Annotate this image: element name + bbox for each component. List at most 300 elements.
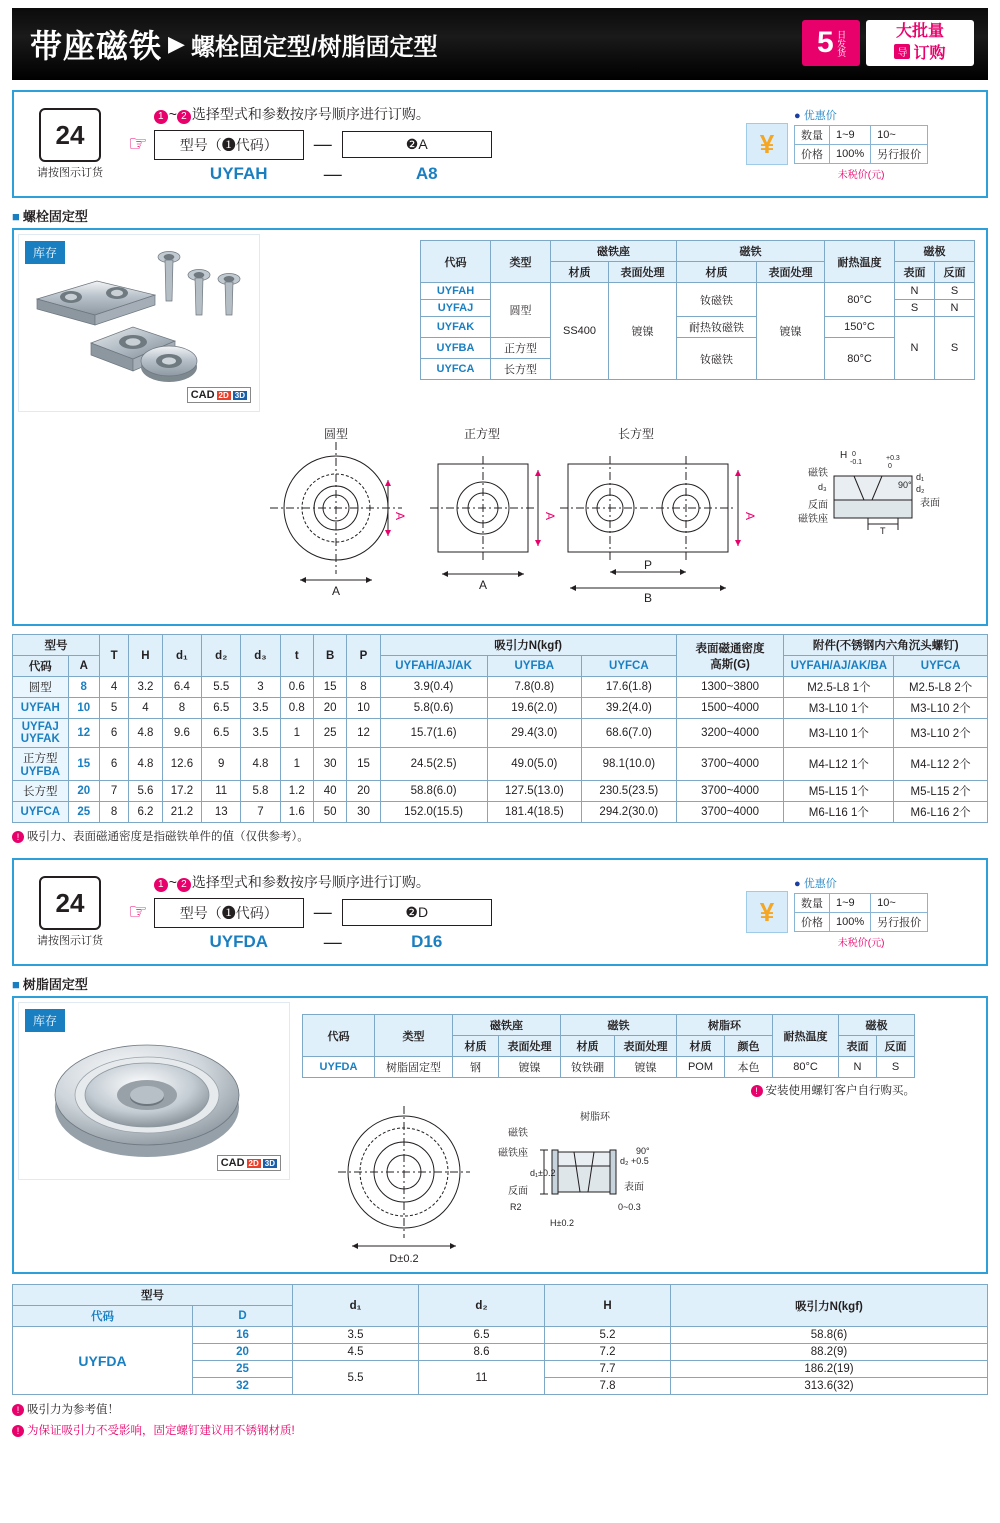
cell-acc2: M5-L15 2个 bbox=[894, 781, 988, 802]
th-seat-fin: 表面处理 bbox=[609, 262, 677, 283]
th-d3: d₃ bbox=[241, 635, 280, 677]
cell-H: 4.8 bbox=[129, 748, 162, 781]
price-row-label-qty-2: 数量 bbox=[795, 894, 830, 913]
order-example-row-1 bbox=[154, 164, 746, 185]
example-model-code-1: UYFAH bbox=[209, 164, 268, 183]
order-instruction-box-1 bbox=[12, 90, 988, 198]
cell-flux: 3700~4000 bbox=[676, 802, 784, 823]
cell-pole-back: S bbox=[935, 283, 975, 300]
cell-acc1: M3-L10 1个 bbox=[784, 698, 894, 719]
dim-a-round-bottom: A bbox=[331, 584, 341, 598]
order-instruction-text-2: 1 ~ 2 选择型式和参数按序号顺序进行订购。 bbox=[154, 872, 746, 892]
th-seat-mat: 材质 bbox=[551, 262, 609, 283]
cell-P: 30 bbox=[347, 802, 380, 823]
svg-text:0: 0 bbox=[888, 463, 892, 470]
cell-A: 8 bbox=[68, 677, 99, 698]
dimension-drawings-bolt bbox=[14, 420, 986, 620]
th-P: P bbox=[347, 635, 380, 677]
phone-24h-icon bbox=[39, 108, 101, 162]
example-dash-2: — bbox=[323, 931, 342, 952]
badge-5day bbox=[802, 20, 860, 66]
cell3-d2: 8.6 bbox=[419, 1344, 545, 1361]
cell-force3: 39.2(4.0) bbox=[582, 698, 677, 719]
cell-code: UYFAH bbox=[421, 283, 491, 300]
example-param-1: A8 bbox=[415, 164, 438, 183]
label-90-resin: 90° bbox=[636, 1146, 650, 1156]
cell-d1: 17.2 bbox=[162, 781, 201, 802]
catalog-page bbox=[0, 8, 1000, 1523]
cell-type: 长方型 bbox=[491, 359, 551, 380]
cell-d2: 9 bbox=[202, 748, 241, 781]
section-label-resin: ■ 树脂固定型 bbox=[12, 977, 88, 992]
badge-5day-number: 5 bbox=[816, 26, 834, 59]
param-d-field-2[interactable]: ❷D bbox=[342, 899, 492, 926]
pointing-hand-icon-1: ☞ bbox=[128, 131, 148, 156]
cell-H: 4.8 bbox=[129, 719, 162, 748]
dim-D-resin: D±0.2 bbox=[389, 1253, 419, 1265]
label-d3: d₃ bbox=[818, 482, 827, 492]
cell-force2: 7.8(0.8) bbox=[487, 677, 582, 698]
label-R2-resin: R2 bbox=[510, 1202, 522, 1212]
resin-type-panel bbox=[12, 996, 988, 1274]
phone-order-caption-2: 请按图示订货 bbox=[37, 935, 103, 947]
price-block-2 bbox=[746, 875, 986, 949]
cell-acc2: M2.5-L8 2个 bbox=[894, 677, 988, 698]
cell-d1: 8 bbox=[162, 698, 201, 719]
order-dash-2: — bbox=[313, 902, 332, 922]
header-badges bbox=[802, 20, 974, 66]
label-d2-resin: d₂ +0.5 bbox=[620, 1156, 649, 1166]
phone-order-caption-1: 请按图示订货 bbox=[37, 167, 103, 179]
cell-B: 20 bbox=[314, 698, 347, 719]
cell-flux: 1300~3800 bbox=[676, 677, 784, 698]
cell3-d2: 6.5 bbox=[419, 1327, 545, 1344]
param-a-field-1[interactable]: ❷A bbox=[342, 131, 492, 158]
th-magnet: 磁铁 bbox=[677, 241, 825, 262]
phone-icon-number-2: 24 bbox=[55, 887, 85, 918]
table-row bbox=[13, 802, 988, 823]
order-fields-1 bbox=[148, 104, 746, 185]
th-type: 类型 bbox=[491, 241, 551, 283]
pointing-hand-icon-2: ☞ bbox=[128, 899, 148, 924]
example-dash-1: — bbox=[323, 163, 342, 184]
table-row bbox=[13, 698, 988, 719]
cell-B: 50 bbox=[314, 802, 347, 823]
table-row bbox=[421, 338, 975, 359]
bolt-type-panel bbox=[12, 228, 988, 626]
table-row bbox=[421, 283, 975, 300]
dimension-drawing-svg-2 bbox=[294, 1094, 794, 1274]
cell-d1: 9.6 bbox=[162, 719, 201, 748]
dimension-drawings-resin bbox=[294, 1094, 794, 1274]
cell-force1: 24.5(2.5) bbox=[380, 748, 487, 781]
label-H-resin: H±0.2 bbox=[550, 1218, 574, 1228]
cell-H: 3.2 bbox=[129, 677, 162, 698]
th-force-ba: UYFBA bbox=[487, 656, 582, 677]
price-table-2 bbox=[794, 893, 928, 932]
cell-force2: 181.4(18.5) bbox=[487, 802, 582, 823]
th2-temp: 耐热温度 bbox=[773, 1015, 839, 1057]
order-instruction-label-1: 选择型式和参数按序号顺序进行订购。 bbox=[191, 105, 430, 122]
cell3-force: 313.6(32) bbox=[671, 1378, 988, 1395]
th2-mag-mat: 材质 bbox=[561, 1036, 615, 1057]
note-force-2: ! 吸引力为参考值！ bbox=[12, 1401, 988, 1417]
phone-24h-icon-2 bbox=[39, 876, 101, 930]
price-row-label-price-2: 价格 bbox=[795, 913, 830, 932]
cell-d3: 4.8 bbox=[241, 748, 280, 781]
order-instruction-box-2 bbox=[12, 858, 988, 966]
cell-temp: 150°C bbox=[825, 317, 895, 338]
th-code: 代码 bbox=[13, 656, 69, 677]
cell3-H: 7.2 bbox=[545, 1344, 671, 1361]
th2-pole-back: 反面 bbox=[877, 1036, 915, 1057]
svg-text:-0.1: -0.1 bbox=[850, 459, 863, 466]
label-d2: d₂ bbox=[916, 484, 925, 494]
note-screw-material: ! 为保证吸引力不受影响，固定螺钉建议用不锈钢材质! bbox=[12, 1422, 988, 1438]
price-row-label-price: 价格 bbox=[795, 145, 830, 164]
dim-b-rect: B bbox=[643, 591, 653, 605]
cell-code: UYFBA bbox=[421, 338, 491, 359]
th2-seat: 磁铁座 bbox=[453, 1015, 561, 1036]
cell3-H: 5.2 bbox=[545, 1327, 671, 1344]
label-ring-resin: 树脂环 bbox=[580, 1112, 610, 1123]
cell-t: 1.6 bbox=[280, 802, 313, 823]
cell-d2: 5.5 bbox=[202, 677, 241, 698]
row-type-label: UYFAH bbox=[13, 698, 69, 719]
cell3-force: 58.8(6) bbox=[671, 1327, 988, 1344]
phone-order-block-1 bbox=[14, 92, 126, 196]
cell-d2: 13 bbox=[202, 802, 241, 823]
cell-d3: 7 bbox=[241, 802, 280, 823]
table-row bbox=[13, 1327, 988, 1344]
cell-d2: 11 bbox=[202, 781, 241, 802]
badge-bulk-line2: 订购 bbox=[913, 45, 946, 63]
label-seat-resin: 磁铁座 bbox=[498, 1148, 528, 1159]
cell-force1: 15.7(1.6) bbox=[380, 719, 487, 748]
cell-acc2: M3-L10 2个 bbox=[894, 719, 988, 748]
spec-table-bolt bbox=[12, 634, 988, 823]
th-pole-back: 反面 bbox=[935, 262, 975, 283]
price-val-2-2: 另行报价 bbox=[871, 913, 928, 932]
cell-force2: 49.0(5.0) bbox=[487, 748, 582, 781]
table-row bbox=[13, 719, 988, 748]
th2-seat-mat: 材质 bbox=[453, 1036, 499, 1057]
cell-flux: 3700~4000 bbox=[676, 748, 784, 781]
th-force: 吸引力N(kgf) bbox=[380, 635, 676, 656]
row-type-label: UYFAJ UYFAK bbox=[13, 719, 69, 748]
cell-force3: 17.6(1.8) bbox=[582, 677, 677, 698]
yen-icon-2: ¥ bbox=[746, 891, 788, 933]
table-row bbox=[303, 1057, 915, 1078]
cell2-temp: 80°C bbox=[773, 1057, 839, 1078]
cell-type: 圆型 bbox=[491, 283, 551, 338]
cell2-res-mat: POM bbox=[677, 1057, 725, 1078]
cell-force3: 294.2(30.0) bbox=[582, 802, 677, 823]
cell-B: 40 bbox=[314, 781, 347, 802]
th3-d1: d₁ bbox=[293, 1285, 419, 1327]
cell-H: 6.2 bbox=[129, 802, 162, 823]
phone-order-block-2 bbox=[14, 860, 126, 964]
cell-force1: 5.8(0.6) bbox=[380, 698, 487, 719]
cell-pole-front: N bbox=[895, 283, 935, 300]
dim-p-rect: P bbox=[643, 558, 653, 572]
order-example-row-2 bbox=[154, 932, 746, 953]
cell2-mag-mat: 钕铁硼 bbox=[561, 1057, 615, 1078]
stock-badge-2: 库存 bbox=[25, 1009, 65, 1032]
label-rect-type: 长方型 bbox=[617, 427, 655, 441]
cell-temp: 80°C bbox=[825, 338, 895, 380]
model-code-field-1[interactable]: 型号（❶代码） bbox=[154, 130, 304, 160]
th2-pole-front: 表面 bbox=[839, 1036, 877, 1057]
cell-A: 25 bbox=[68, 802, 99, 823]
cell-A: 12 bbox=[68, 719, 99, 748]
type-table-bolt-wrap bbox=[420, 240, 975, 380]
order-fields-2 bbox=[148, 872, 746, 953]
price-val-1-2: 100% bbox=[830, 913, 871, 932]
th-acc-ca: UYFCA bbox=[894, 656, 988, 677]
th2-code: 代码 bbox=[303, 1015, 375, 1057]
product-photo-resin bbox=[18, 1002, 290, 1180]
order-code-row-1 bbox=[154, 130, 746, 160]
cell-mag-mat: 钕磁铁 bbox=[677, 338, 757, 380]
cell-t: 1 bbox=[280, 748, 313, 781]
th2-type: 类型 bbox=[375, 1015, 453, 1057]
cell-B: 30 bbox=[314, 748, 347, 781]
cell-T: 8 bbox=[99, 802, 128, 823]
cell-acc2: M6-L16 2个 bbox=[894, 802, 988, 823]
th-model: 型号 bbox=[13, 635, 100, 656]
cell2-code: UYFDA bbox=[303, 1057, 375, 1078]
cell-seat-mat: SS400 bbox=[551, 283, 609, 380]
row-type-label: 正方型 UYFBA bbox=[13, 748, 69, 781]
type-table-resin-wrap bbox=[302, 1014, 915, 1103]
cell3-force: 88.2(9) bbox=[671, 1344, 988, 1361]
type-table-resin bbox=[302, 1014, 915, 1078]
spec-table-resin bbox=[12, 1284, 988, 1395]
cell-code: UYFAK bbox=[421, 317, 491, 338]
price-val-2: 另行报价 bbox=[871, 145, 928, 164]
page-subtitle: 螺栓固定型/树脂固定型 bbox=[190, 33, 438, 61]
dimension-drawing-svg-1 bbox=[14, 420, 986, 620]
cell-t: 1.2 bbox=[280, 781, 313, 802]
cell3-H: 7.8 bbox=[545, 1378, 671, 1395]
cell-d2: 6.5 bbox=[202, 719, 241, 748]
cell3-D: 32 bbox=[193, 1378, 293, 1395]
cell-acc2: M4-L12 2个 bbox=[894, 748, 988, 781]
cell-P: 8 bbox=[347, 677, 380, 698]
cell-force3: 230.5(23.5) bbox=[582, 781, 677, 802]
cell-T: 7 bbox=[99, 781, 128, 802]
svg-text:0: 0 bbox=[852, 451, 856, 458]
cell-acc1: M4-L12 1个 bbox=[784, 748, 894, 781]
cell-mag-mat: 钕磁铁 bbox=[677, 283, 757, 317]
cell-B: 25 bbox=[314, 719, 347, 748]
cell-force3: 98.1(10.0) bbox=[582, 748, 677, 781]
cell3-D: 25 bbox=[193, 1361, 293, 1378]
th-mag-mat: 材质 bbox=[677, 262, 757, 283]
th2-magnet: 磁铁 bbox=[561, 1015, 677, 1036]
cell-d3: 3.5 bbox=[241, 698, 280, 719]
cad-badge-2[interactable]: CAD 2D 3D bbox=[217, 1155, 281, 1171]
th-force-ca: UYFCA bbox=[582, 656, 677, 677]
th-d2: d₂ bbox=[202, 635, 241, 677]
cell-seat-fin: 镀镍 bbox=[609, 283, 677, 380]
note-force-1: ! 吸引力、表面磁通密度是指磁铁单件的值（仅供参考）。 bbox=[12, 828, 988, 844]
yen-icon-1: ¥ bbox=[746, 123, 788, 165]
cell-P: 12 bbox=[347, 719, 380, 748]
cell-acc1: M3-L10 1个 bbox=[784, 719, 894, 748]
dim-a-square: A bbox=[543, 512, 557, 521]
cell2-mag-fin: 镀镍 bbox=[615, 1057, 677, 1078]
example-model-code-2: UYFDA bbox=[209, 932, 269, 951]
cell-force2: 127.5(13.0) bbox=[487, 781, 582, 802]
table-row bbox=[13, 748, 988, 781]
cell-pole-back: S bbox=[935, 317, 975, 380]
cell-force3: 68.6(7.0) bbox=[582, 719, 677, 748]
price-row-label-qty: 数量 bbox=[795, 126, 830, 145]
th-pole: 磁极 bbox=[895, 241, 975, 262]
label-back-sec: 反面 bbox=[808, 500, 828, 511]
cell2-pole-front: N bbox=[839, 1057, 877, 1078]
th3-H: H bbox=[545, 1285, 671, 1327]
row-type-label: UYFCA bbox=[13, 802, 69, 823]
table-row bbox=[13, 677, 988, 698]
label-back-resin: 反面 bbox=[508, 1186, 528, 1197]
th-accessory: 附件(不锈钢内六角沉头螺钉) bbox=[784, 635, 988, 656]
price-title-1: ● 优惠价 bbox=[794, 110, 837, 122]
cell-H: 4 bbox=[129, 698, 162, 719]
badge-bulk-order bbox=[866, 20, 974, 66]
cell-d1: 21.2 bbox=[162, 802, 201, 823]
type-table-bolt bbox=[420, 240, 975, 380]
cell-P: 15 bbox=[347, 748, 380, 781]
dim-a-square-bottom: A bbox=[478, 578, 488, 592]
cell-d3: 3.5 bbox=[241, 719, 280, 748]
price-table-1 bbox=[794, 125, 928, 164]
badge-bulk-icon: 导 bbox=[894, 44, 910, 59]
th-flux: 表面磁通密度 高斯(G) bbox=[676, 635, 784, 677]
th2-ring: 树脂环 bbox=[677, 1015, 773, 1036]
order-instruction-text-1: 1 ~ 2 选择型式和参数按序号顺序进行订购。 bbox=[154, 104, 746, 124]
th-T: T bbox=[99, 635, 128, 677]
cell3-d1: 3.5 bbox=[293, 1327, 419, 1344]
th3-model: 型号 bbox=[13, 1285, 293, 1306]
svg-text:+0.3: +0.3 bbox=[886, 455, 900, 462]
cell3-code: UYFDA bbox=[13, 1327, 193, 1395]
cell-code: UYFCA bbox=[421, 359, 491, 380]
cell-T: 4 bbox=[99, 677, 128, 698]
cell-A: 15 bbox=[68, 748, 99, 781]
cell-acc1: M6-L16 1个 bbox=[784, 802, 894, 823]
label-square-type: 正方型 bbox=[463, 427, 501, 441]
cell-pole-front: S bbox=[895, 300, 935, 317]
cell-force2: 19.6(2.0) bbox=[487, 698, 582, 719]
price-block-1 bbox=[746, 107, 986, 181]
th-t: t bbox=[280, 635, 313, 677]
price-qty-2-2: 10~ bbox=[871, 894, 928, 913]
example-param-2: D16 bbox=[411, 932, 443, 951]
label-seat-sec: 磁铁座 bbox=[798, 514, 828, 525]
row-type-label: 圆型 bbox=[13, 677, 69, 698]
badge-5day-text: 日发货 bbox=[836, 29, 847, 57]
model-code-field-2[interactable]: 型号（❶代码） bbox=[154, 898, 304, 928]
cell3-d1: 5.5 bbox=[293, 1361, 419, 1395]
th-d1: d₁ bbox=[162, 635, 201, 677]
cell-acc1: M5-L15 1个 bbox=[784, 781, 894, 802]
phone-icon-number: 24 bbox=[55, 119, 85, 150]
label-front-sec: 表面 bbox=[920, 498, 940, 509]
cell2-seat-mat: 钢 bbox=[453, 1057, 499, 1078]
th3-code: 代码 bbox=[13, 1306, 193, 1327]
cell-A: 20 bbox=[68, 781, 99, 802]
cell-d3: 5.8 bbox=[241, 781, 280, 802]
label-d1-resin: d₁±0.2 bbox=[530, 1168, 556, 1178]
cell3-H: 7.7 bbox=[545, 1361, 671, 1378]
cell3-D: 16 bbox=[193, 1327, 293, 1344]
price-qty-1-2: 1~9 bbox=[830, 894, 871, 913]
note-screw-purchase: ! 安装使用螺钉客户自行购买。 bbox=[302, 1082, 915, 1098]
step-badge-4: 2 bbox=[177, 878, 191, 892]
cell-temp: 80°C bbox=[825, 283, 895, 317]
table-row bbox=[13, 781, 988, 802]
price-val-1: 100% bbox=[830, 145, 871, 164]
cell-force1: 152.0(15.5) bbox=[380, 802, 487, 823]
cell-P: 20 bbox=[347, 781, 380, 802]
cell2-type: 树脂固定型 bbox=[375, 1057, 453, 1078]
cell-code: UYFAJ bbox=[421, 300, 491, 317]
price-notax-note-2: 未税价(元) bbox=[837, 938, 885, 949]
th-A: A bbox=[68, 656, 99, 677]
th-seat: 磁铁座 bbox=[551, 241, 677, 262]
cell-H: 5.6 bbox=[129, 781, 162, 802]
price-qty-2: 10~ bbox=[871, 126, 928, 145]
cell-pole-back: N bbox=[935, 300, 975, 317]
cad-badge-1[interactable]: CAD 2D 3D bbox=[187, 387, 251, 403]
order-code-row-2 bbox=[154, 898, 746, 928]
cell-pole-front: N bbox=[895, 317, 935, 380]
label-magnet-resin: 磁铁 bbox=[508, 1128, 528, 1139]
cell-t: 1 bbox=[280, 719, 313, 748]
cell-T: 6 bbox=[99, 748, 128, 781]
th-acc-ah: UYFAH/AJ/AK/BA bbox=[784, 656, 894, 677]
cell-acc1: M2.5-L8 1个 bbox=[784, 677, 894, 698]
cell2-seat-fin: 镀镍 bbox=[499, 1057, 561, 1078]
label-front-resin: 表面 bbox=[624, 1182, 644, 1193]
th2-res-color: 颜色 bbox=[725, 1036, 773, 1057]
th-code: 代码 bbox=[421, 241, 491, 283]
cell-mag-fin: 镀镍 bbox=[757, 283, 825, 380]
th3-force: 吸引力N(kgf) bbox=[671, 1285, 988, 1327]
cell-d1: 6.4 bbox=[162, 677, 201, 698]
cell3-force: 186.2(19) bbox=[671, 1361, 988, 1378]
label-90deg: 90° bbox=[898, 480, 912, 490]
label-T: T bbox=[880, 526, 886, 536]
cell3-d2: 11 bbox=[419, 1361, 545, 1395]
cell-d2: 6.5 bbox=[202, 698, 241, 719]
th-H: H bbox=[129, 635, 162, 677]
page-header bbox=[12, 8, 988, 80]
dim-a-round: A bbox=[393, 512, 407, 521]
cell-B: 15 bbox=[314, 677, 347, 698]
cell3-d1: 4.5 bbox=[293, 1344, 419, 1361]
th-B: B bbox=[314, 635, 347, 677]
label-d1: d₁ bbox=[916, 472, 925, 482]
th3-D: D bbox=[193, 1306, 293, 1327]
th2-res-mat: 材质 bbox=[677, 1036, 725, 1057]
th-temp: 耐热温度 bbox=[825, 241, 895, 283]
row-type-label: 长方型 bbox=[13, 781, 69, 802]
cell-type: 正方型 bbox=[491, 338, 551, 359]
